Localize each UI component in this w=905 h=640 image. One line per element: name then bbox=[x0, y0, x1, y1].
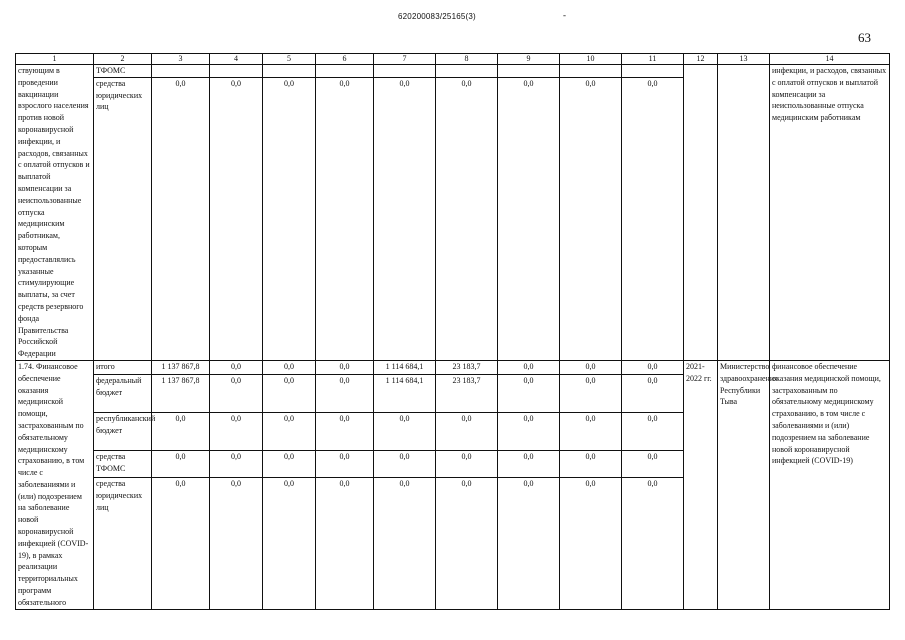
value-cell: 0,0 bbox=[622, 77, 684, 360]
value-cell: 0,0 bbox=[210, 77, 263, 360]
value-cell: 0,0 bbox=[210, 413, 263, 451]
value-cell: 0,0 bbox=[436, 478, 498, 609]
value-cell: 0,0 bbox=[560, 77, 622, 360]
column-number: 5 bbox=[263, 54, 316, 65]
funding-source: федеральный бюджет bbox=[94, 374, 152, 412]
value-cell: 0,0 bbox=[152, 413, 210, 451]
funding-source: ТФОМС bbox=[94, 65, 152, 78]
value-cell: 0,0 bbox=[263, 77, 316, 360]
value-cell: 23 183,7 bbox=[436, 360, 498, 374]
value-cell: 0,0 bbox=[560, 360, 622, 374]
funding-source: итого bbox=[94, 360, 152, 374]
column-number: 1 bbox=[16, 54, 94, 65]
column-number: 4 bbox=[210, 54, 263, 65]
value-cell: 1 114 684,1 bbox=[374, 360, 436, 374]
value-cell bbox=[210, 65, 263, 78]
expected-result: инфекции, и расходов, связанных с оплатой отпусков и выплатой компенсации за неиспользованные отпуска медицинским работникам bbox=[770, 65, 890, 361]
funding-source: средства юридических лиц bbox=[94, 478, 152, 609]
column-number: 11 bbox=[622, 54, 684, 65]
document-id: 620200083/25165(3) bbox=[398, 12, 476, 21]
value-cell: 0,0 bbox=[436, 413, 498, 451]
value-cell bbox=[152, 65, 210, 78]
period-cell bbox=[684, 65, 718, 361]
value-cell bbox=[560, 65, 622, 78]
value-cell: 0,0 bbox=[210, 478, 263, 609]
value-cell: 0,0 bbox=[498, 478, 560, 609]
value-cell: 0,0 bbox=[374, 77, 436, 360]
value-cell: 0,0 bbox=[622, 374, 684, 412]
period-cell: 2021-2022 гг. bbox=[684, 360, 718, 609]
value-cell: 0,0 bbox=[316, 374, 374, 412]
column-number: 13 bbox=[718, 54, 770, 65]
value-cell: 0,0 bbox=[560, 413, 622, 451]
value-cell bbox=[263, 65, 316, 78]
value-cell: 0,0 bbox=[498, 77, 560, 360]
value-cell: 0,0 bbox=[152, 451, 210, 478]
value-cell: 0,0 bbox=[316, 77, 374, 360]
executor-cell bbox=[718, 65, 770, 361]
value-cell: 0,0 bbox=[374, 451, 436, 478]
value-cell: 0,0 bbox=[316, 478, 374, 609]
column-number: 14 bbox=[770, 54, 890, 65]
column-number: 12 bbox=[684, 54, 718, 65]
value-cell bbox=[374, 65, 436, 78]
value-cell: 0,0 bbox=[210, 360, 263, 374]
column-number: 9 bbox=[498, 54, 560, 65]
column-number: 3 bbox=[152, 54, 210, 65]
value-cell: 0,0 bbox=[498, 413, 560, 451]
value-cell: 0,0 bbox=[263, 413, 316, 451]
measure-description: 1.74. Финансовое обеспечение оказания медицинской помощи, застрахованным по обязательному медицинскому страхованию, в том числе с заболеваниями и (или) подозрением на заболевание новой коронавирусной инфекцией (COVID-19), в рамках реализации территориальных программ обязательного bbox=[16, 360, 94, 609]
value-cell: 0,0 bbox=[374, 413, 436, 451]
value-cell bbox=[498, 65, 560, 78]
measure-description: ствующим в проведении вакцинации взрослого населения против новой коронавирусной инфекции, и расходов, связанных с оплатой отпусков и выплатой компенсации за неиспользованные отпуска медицинским работникам, которым предоставлялись указанные стимулирующие выплаты, за счет средств резервного фонда Правительства Российской Федерации bbox=[16, 65, 94, 361]
column-number: 7 bbox=[374, 54, 436, 65]
value-cell: 0,0 bbox=[210, 451, 263, 478]
value-cell: 0,0 bbox=[152, 478, 210, 609]
value-cell: 0,0 bbox=[498, 451, 560, 478]
value-cell: 0,0 bbox=[622, 360, 684, 374]
program-table bbox=[15, 53, 890, 610]
funding-source: средства ТФОМС bbox=[94, 451, 152, 478]
header-dash: - bbox=[563, 10, 566, 20]
value-cell: 0,0 bbox=[263, 360, 316, 374]
value-cell: 0,0 bbox=[263, 478, 316, 609]
value-cell bbox=[436, 65, 498, 78]
table-row bbox=[16, 360, 890, 374]
expected-result: финансовое обеспечение оказания медицинской помощи, застрахованным по обязательному медицинскому страхованию, в том числе с заболеваниями и (или) подозрением на заболевание новой коронавирусной инфекцией (COVID-19) bbox=[770, 360, 890, 609]
value-cell: 0,0 bbox=[152, 77, 210, 360]
value-cell: 0,0 bbox=[316, 451, 374, 478]
value-cell: 0,0 bbox=[622, 478, 684, 609]
value-cell: 0,0 bbox=[316, 360, 374, 374]
value-cell bbox=[622, 65, 684, 78]
value-cell: 23 183,7 bbox=[436, 374, 498, 412]
value-cell: 0,0 bbox=[560, 374, 622, 412]
value-cell: 0,0 bbox=[622, 451, 684, 478]
value-cell: 0,0 bbox=[498, 374, 560, 412]
column-number: 8 bbox=[436, 54, 498, 65]
value-cell: 0,0 bbox=[374, 478, 436, 609]
page-number: 63 bbox=[858, 30, 871, 45]
column-number: 10 bbox=[560, 54, 622, 65]
value-cell: 0,0 bbox=[560, 478, 622, 609]
table-row bbox=[16, 65, 890, 78]
value-cell: 1 137 867,8 bbox=[152, 360, 210, 374]
value-cell: 0,0 bbox=[622, 413, 684, 451]
value-cell: 0,0 bbox=[436, 451, 498, 478]
column-number: 2 bbox=[94, 54, 152, 65]
funding-source: средства юридических лиц bbox=[94, 77, 152, 360]
value-cell: 0,0 bbox=[263, 451, 316, 478]
value-cell bbox=[316, 65, 374, 78]
executor-cell: Министерство здравоохранения Республики Тыва bbox=[718, 360, 770, 609]
value-cell: 0,0 bbox=[263, 374, 316, 412]
column-number-row bbox=[16, 54, 890, 65]
column-number: 6 bbox=[316, 54, 374, 65]
value-cell: 0,0 bbox=[210, 374, 263, 412]
value-cell: 1 114 684,1 bbox=[374, 374, 436, 412]
value-cell: 0,0 bbox=[436, 77, 498, 360]
value-cell: 0,0 bbox=[498, 360, 560, 374]
funding-source: республиканский бюджет bbox=[94, 413, 152, 451]
value-cell: 1 137 867,8 bbox=[152, 374, 210, 412]
value-cell: 0,0 bbox=[560, 451, 622, 478]
value-cell: 0,0 bbox=[316, 413, 374, 451]
